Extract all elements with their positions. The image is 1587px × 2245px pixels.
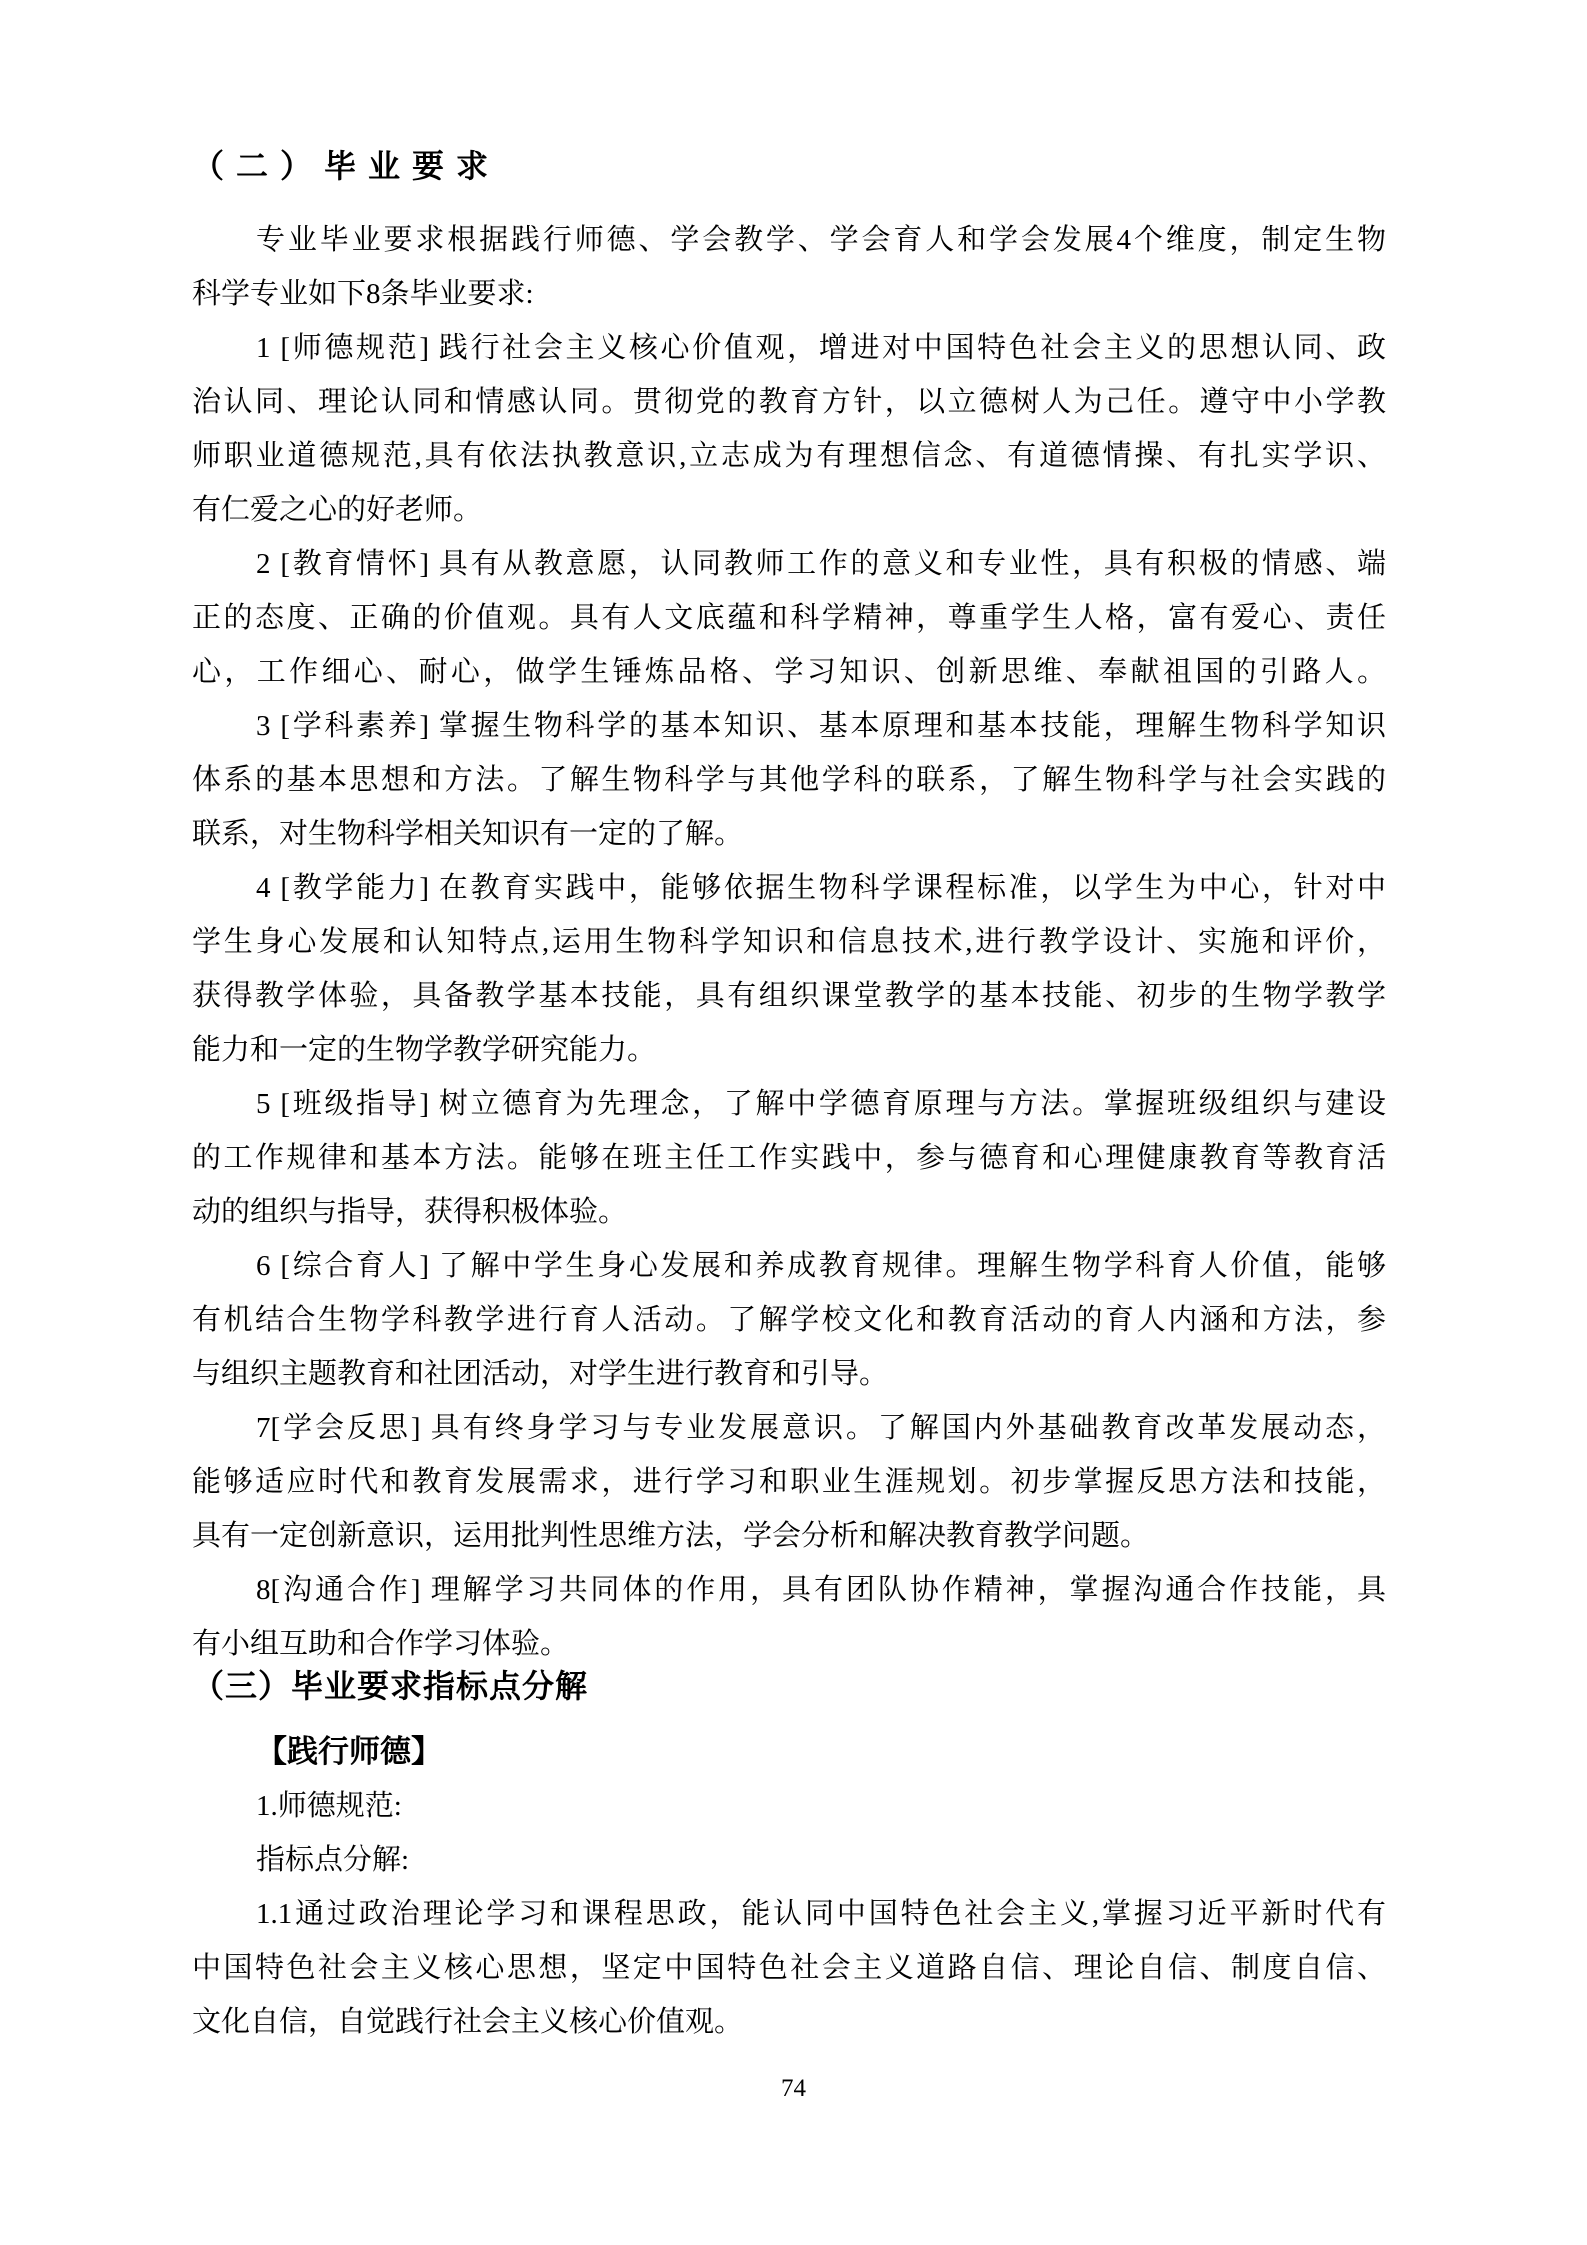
text-line: 学生身心发展和认知特点,运用生物科学知识和信息技术,进行教学设计、实施和评价， [192,926,1386,958]
text-line: 动的组织与指导，获得积极体验。 [192,1196,628,1228]
text-line: 能够适应时代和教育发展需求，进行学习和职业生涯规划。初步掌握反思方法和技能， [192,1466,1386,1498]
text-line: 8[沟通合作] 理解学习共同体的作用，具有团队协作精神，掌握沟通合作技能，具 [256,1574,1386,1606]
text-line: 能力和一定的生物学教学研究能力。 [192,1034,657,1066]
text-line: 联系，对生物科学相关知识有一定的了解。 [192,818,744,850]
text-line: 正的态度、正确的价值观。具有人文底蕴和科学精神，尊重学生人格，富有爱心、责任 [192,602,1386,634]
text-line: 有机结合生物学科教学进行育人活动。了解学校文化和教育活动的育人内涵和方法，参 [192,1304,1386,1336]
text-line: 获得教学体验，具备教学基本技能，具有组织课堂教学的基本技能、初步的生物学教学 [192,980,1386,1012]
text-line: 7[学会反思] 具有终身学习与专业发展意识。了解国内外基础教育改革发展动态， [256,1412,1386,1444]
document-body [192,139,1386,2049]
section-heading: （三）毕业要求指标点分解 [192,1668,589,1704]
text-line: 有仁爱之心的好老师。 [192,494,483,526]
text-line: 1.1通过政治理论学习和课程思政，能认同中国特色社会主义,掌握习近平新时代有 [256,1898,1386,1930]
text-line: 文化自信，自觉践行社会主义核心价值观。 [192,2006,744,2038]
text-line: 专业毕业要求根据践行师德、学会教学、学会育人和学会发展4个维度，制定生物 [256,224,1386,256]
text-line: 的工作规律和基本方法。能够在班主任工作实践中，参与德育和心理健康教育等教育活 [192,1142,1386,1174]
text-line: 有小组互助和合作学习体验。 [192,1628,570,1660]
text-line: 与组织主题教育和社团活动，对学生进行教育和引导。 [192,1358,889,1390]
field-label: 1.师德规范: [256,1790,402,1822]
text-line: 具有一定创新意识，运用批判性思维方法，学会分析和解决教育教学问题。 [192,1520,1150,1552]
subsection-heading: 【践行师德】 [256,1734,442,1769]
text-line: 1 [师德规范] 践行社会主义核心价值观，增进对中国特色社会主义的思想认同、政 [256,332,1386,364]
text-line: 6 [综合育人] 了解中学生身心发展和养成教育规律。理解生物学科育人价值，能够 [256,1250,1386,1282]
text-line: 2 [教育情怀] 具有从教意愿，认同教师工作的意义和专业性，具有积极的情感、端 [256,548,1386,580]
text-line: 4 [教学能力] 在教育实践中，能够依据生物科学课程标准，以学生为中心，针对中 [256,872,1386,904]
text-line: 体系的基本思想和方法。了解生物科学与其他学科的联系，了解生物科学与社会实践的 [192,764,1386,796]
section-heading: （二）毕业要求 [192,148,501,184]
page-number: 74 [781,2075,806,2102]
text-line: 治认同、理论认同和情感认同。贯彻党的教育方针，以立德树人为己任。遵守中小学教 [192,386,1386,418]
text-line: 师职业道德规范,具有依法执教意识,立志成为有理想信念、有道德情操、有扎实学识、 [192,440,1386,472]
field-label: 指标点分解: [256,1844,410,1876]
text-line: 中国特色社会主义核心思想，坚定中国特色社会主义道路自信、理论自信、制度自信、 [192,1952,1386,1984]
text-line: 心，工作细心、耐心，做学生锤炼品格、学习知识、创新思维、奉献祖国的引路人。 [192,656,1386,688]
text-line: 科学专业如下8条毕业要求: [192,278,534,310]
text-line: 5 [班级指导] 树立德育为先理念，了解中学德育原理与方法。掌握班级组织与建设 [256,1088,1386,1120]
text-line: 3 [学科素养] 掌握生物科学的基本知识、基本原理和基本技能，理解生物科学知识 [256,710,1386,742]
